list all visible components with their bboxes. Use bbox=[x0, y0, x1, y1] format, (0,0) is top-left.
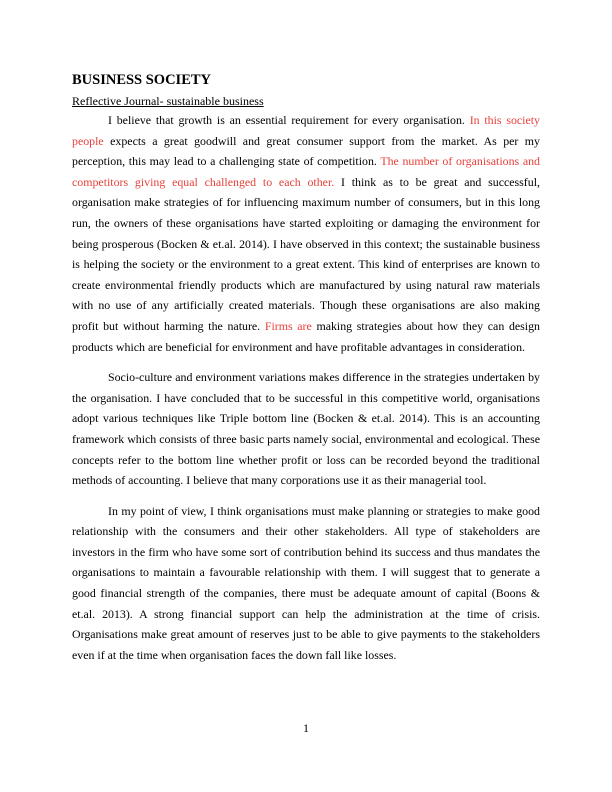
highlighted-text: Firms are bbox=[264, 318, 312, 333]
paragraph-3 bbox=[72, 501, 540, 666]
paragraph-1 bbox=[72, 110, 540, 357]
text-segment: expects a great goodwill and great consumer support from the market. As per my perception, this may lead to a challenging state of competition. bbox=[72, 133, 540, 169]
highlighted-text: In this society people bbox=[72, 113, 541, 148]
text-segment: Socio-culture and environment variations makes difference in the strategies undertaken by the organisation. I have concluded that to be successful in this competitive world, organisations adopt various techniques like Triple bottom line (Bocken & et.al. 2014). This is an accounting framework which consists of three basic parts namely social, environmental and ecological. These concepts refer to the bottom line whether profit or loss can be recorded beyond the traditional methods of accounting. I believe that many corporations use it as their managerial tool. bbox=[72, 370, 540, 488]
text-segment: I believe that growth is an essential requirement for every organisation. bbox=[108, 113, 470, 127]
document-subtitle: Reflective Journal- sustainable business bbox=[72, 94, 264, 108]
page-number: 1 bbox=[303, 721, 309, 735]
highlighted-text: The number of organisations and competitors giving equal challenged to each other. bbox=[72, 154, 540, 189]
paragraph-2 bbox=[72, 367, 540, 491]
text-segment: In my point of view, I think organisations must make planning or strategies to make good relationship with the consumers and their other stakeholders. All type of stakeholders are investors in the firm who have some sort of contribution behind its success and thus mandates the organisations to maintain a favourable relationship with them. I will suggest that to generate a good financial strength of the companies, there must be adequate amount of capital (Boons & et.al. 2013). A strong financial support can help the administration at the time of crisis. Organisations make great amount of reserves just to be able to give payments to the stakeholders even if at the time when organisation faces the down fall like losses. bbox=[72, 503, 540, 662]
document-body bbox=[72, 71, 540, 675]
text-segment: I think as to be great and successful, organisation make strategies of for influencing maximum number of consumers, but in this long run, the owners of these organisations have started exploiting or damaging the environment for being prosperous (Bocken & et.al. 2014). I have observed in this context; the sustainable business is helping the society or the environment to a great extent. This kind of enterprises are known to create environmental friendly products which are manufactured by using natural raw materials with no use of any artificially created materials. Though these organisations are also making profit but without harming the nature. bbox=[72, 174, 540, 333]
text-segment: making strategies about how they can design products which are beneficial for environment and have profitable advantages in consideration. bbox=[72, 318, 540, 354]
document-title: BUSINESS SOCIETY bbox=[72, 72, 212, 88]
